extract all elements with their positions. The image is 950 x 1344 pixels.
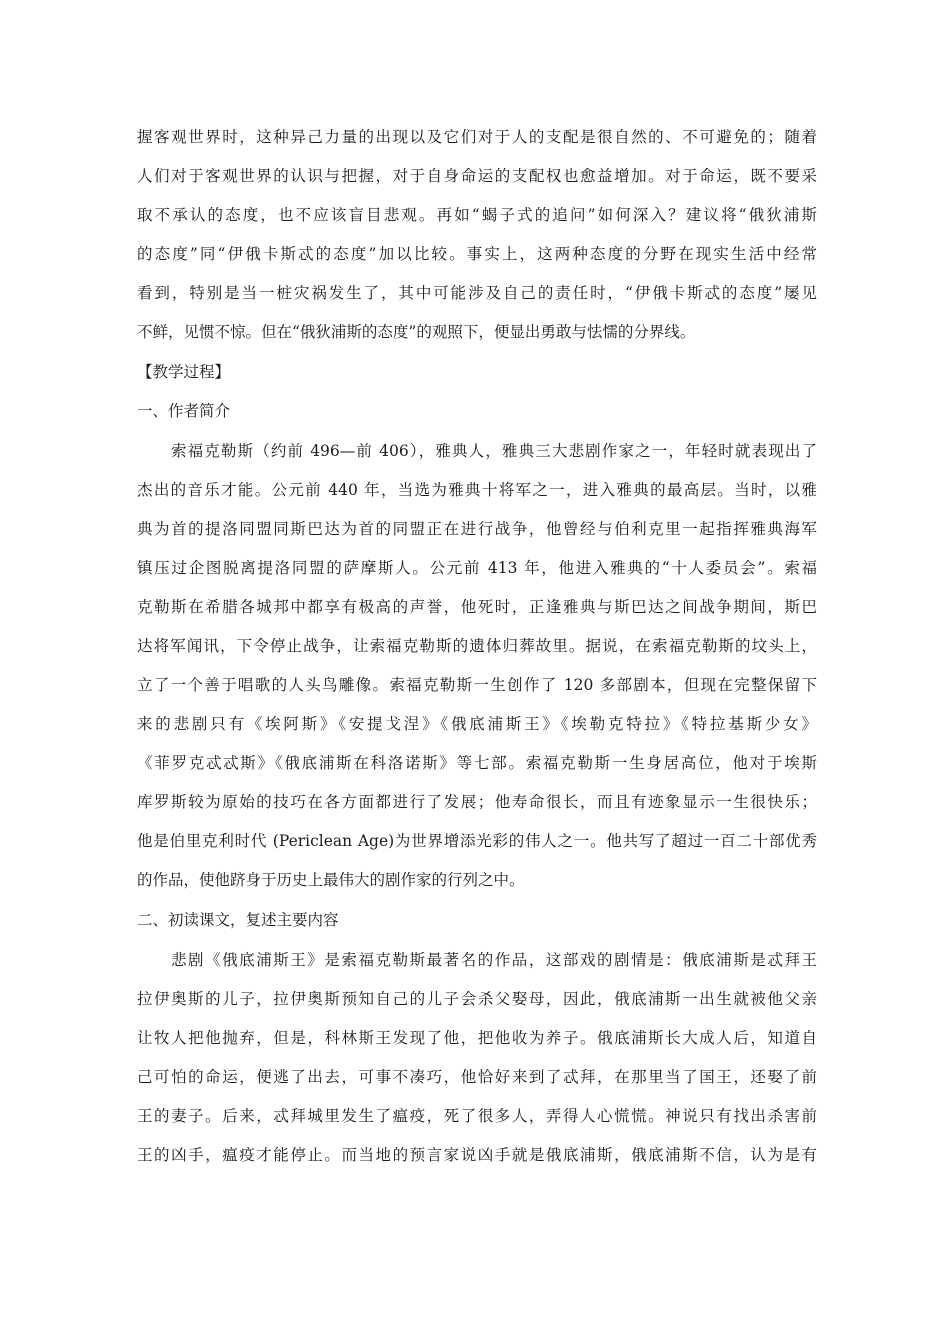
body-text-line: 索福克勒斯（约前 496—前 406），雅典人，雅典三大悲剧作家之一，年轻时就表现出了 — [171, 442, 817, 460]
body-text-line: 不鲜，见惯不惊。但在“俄狄浦斯的态度”的观照下，便显出勇敢与怯懦的分界线。 — [137, 323, 696, 341]
body-text-line: 的作品，使他跻身于历史上最伟大的剧作家的行列之中。 — [137, 871, 525, 889]
section-heading-teaching-process: 【教学过程】 — [137, 363, 231, 381]
body-text-line: 他是伯里克利时代 (Periclean Age)为世界增添光彩的伟人之一。他共写了超过一百二十部优秀 — [137, 832, 817, 850]
body-text-line: 看到，特别是当一桩灾祸发生了，其中可能涉及自己的责任时，“伊俄卡斯忒的态度”屡见 — [137, 284, 817, 302]
body-text-line: 镇压过企图脱离提洛同盟的萨摩斯人。公元前 413 年，他进入雅典的“十人委员会”。索福 — [137, 559, 817, 577]
section-heading-author: 一、作者简介 — [137, 402, 231, 420]
body-text-line: 达将军闻讯，下令停止战争，让索福克勒斯的遗体归葬故里。据说，在索福克勒斯的坟头上， — [137, 637, 817, 655]
body-text-line: 的态度”同“伊俄卡斯忒的态度”加以比较。事实上，这两种态度的分野在现实生活中经常 — [137, 245, 817, 263]
body-text-line: 克勒斯在希腊各城邦中都享有极高的声誉，他死时，正逢雅典与斯巴达之间战争期间，斯巴 — [137, 598, 817, 616]
body-text-line: 悲剧《俄底浦斯王》是索福克勒斯最著名的作品，这部戏的剧情是：俄底浦斯是忒拜王 — [171, 951, 817, 969]
body-text-line: 立了一个善于唱歌的人头鸟雕像。索福克勒斯一生创作了 120 多部剧本，但现在完整保留下 — [137, 676, 817, 694]
body-text-line: 王的妻子。后来，忒拜城里发生了瘟疫，死了很多人，弄得人心慌慌。神说只有找出杀害前 — [137, 1107, 817, 1125]
body-text-line: 典为首的提洛同盟同斯巴达为首的同盟正在进行战争，他曾经与伯利克里一起指挥雅典海军 — [137, 520, 817, 538]
body-text-line: 王的凶手，瘟疫才能停止。而当地的预言家说凶手就是俄底浦斯，俄底浦斯不信，认为是有 — [137, 1146, 817, 1164]
body-text-line: 人们对于客观世界的认识与把握，对于自身命运的支配权也愈益增加。对于命运，既不要采 — [137, 167, 817, 185]
body-text-line: 杰出的音乐才能。公元前 440 年，当选为雅典十将军之一，进入雅典的最高层。当时，以雅 — [137, 481, 817, 499]
body-text-line: 拉伊奥斯的儿子，拉伊奥斯预知自己的儿子会杀父娶母，因此，俄底浦斯一出生就被他父亲 — [137, 990, 817, 1008]
body-text-line: 来的悲剧只有《埃阿斯》《安提戈涅》《俄底浦斯王》《埃勒克特拉》《特拉基斯少女》 — [137, 715, 817, 733]
body-text-line: 握客观世界时，这种异己力量的出现以及它们对于人的支配是很自然的、不可避免的；随着 — [137, 128, 817, 146]
body-text-line: 让牧人把他抛弃，但是，科林斯王发现了他，把他收为养子。俄底浦斯长大成人后，知道自 — [137, 1029, 817, 1047]
body-text-line: 《菲罗克忒忒斯》《俄底浦斯在科洛诺斯》等七部。索福克勒斯一生身居高位，他对于埃斯 — [137, 754, 817, 772]
body-text-line: 己可怕的命运，便逃了出去，可事不凑巧，他恰好来到了忒拜，在那里当了国王，还娶了前 — [137, 1068, 817, 1086]
body-text-line: 取不承认的态度，也不应该盲目悲观。再如“蝎子式的追问”如何深入？建议将“俄狄浦斯 — [137, 206, 817, 224]
body-text-line: 库罗斯较为原始的技巧在各方面都进行了发展；他寿命很长，而且有迹象显示一生很快乐； — [137, 793, 817, 811]
section-heading-reading: 二、初读课文，复述主要内容 — [137, 911, 339, 929]
